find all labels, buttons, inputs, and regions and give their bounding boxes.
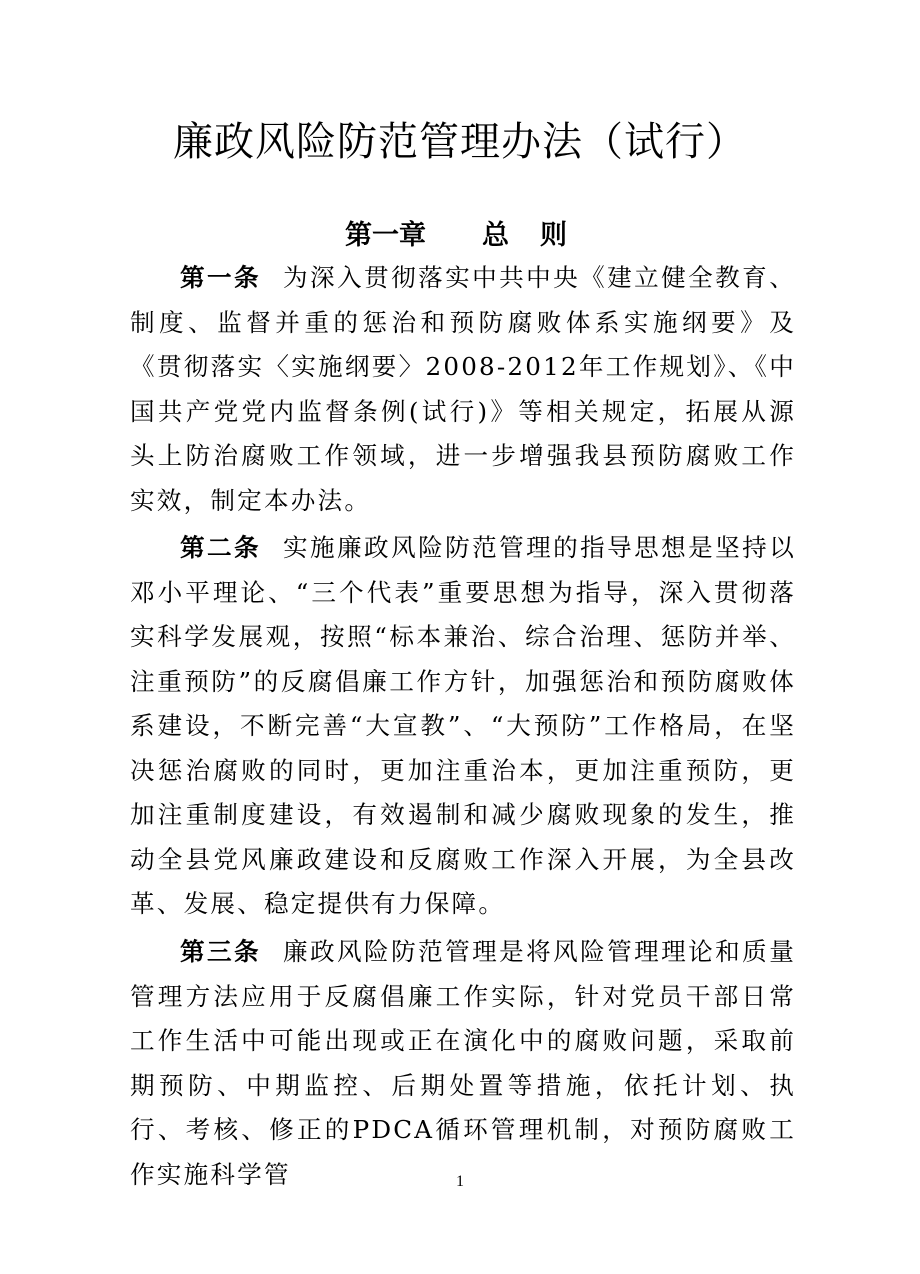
article-3: [130, 930, 796, 1197]
article-1: [130, 256, 796, 523]
document-title: 廉政风险防范管理办法（试行）: [173, 119, 747, 165]
article-3-label: 第三条: [180, 937, 262, 966]
chapter-heading: [0, 214, 920, 258]
chapter-number: 第一章: [345, 220, 426, 251]
article-2-label: 第二条: [180, 533, 262, 562]
page-number: 1: [456, 1173, 464, 1190]
article-1-label: 第一条: [180, 263, 262, 292]
article-2: [130, 526, 796, 927]
chapter-name-part2: 则: [540, 220, 567, 251]
article-2-text: 实施廉政风险防范管理的指导思想是坚持以邓小平理论、“三个代表”重要思想为指导，深入贯彻落实科学发展观，按照“标本兼治、综合治理、惩防并举、注重预防”的反腐倡廉工作方针，加强惩治和预防腐败体系建设，不断完善“大宣教”、“大预防”工作格局，在坚决惩治腐败的同时，更加注重治本，更加注重预防，更加注重制度建设，有效遏制和减少腐败现象的发生，推动全县党风廉政建设和反腐败工作深入开展，为全县改革、发展、稳定提供有力保障。: [130, 533, 796, 918]
article-3-text: 廉政风险防范管理是将风险管理理论和质量管理方法应用于反腐倡廉工作实际，针对党员干部日常工作生活中可能出现或正在演化中的腐败问题，采取前期预防、中期监控、后期处置等措施，依托计划、执行、考核、修正的PDCA循环管理机制，对预防腐败工作实施科学管: [130, 937, 796, 1189]
chapter-name-part1: 总: [482, 220, 509, 251]
article-1-text: 为深入贯彻落实中共中央《建立健全教育、制度、监督并重的惩治和预防腐败体系实施纲要》及《贯彻落实〈实施纲要〉2008-2012年工作规划》、《中国共产党党内监督条例(试行)》等相关规定，拓展从源头上防治腐败工作领域，进一步增强我县预防腐败工作实效，制定本办法。: [130, 263, 796, 515]
